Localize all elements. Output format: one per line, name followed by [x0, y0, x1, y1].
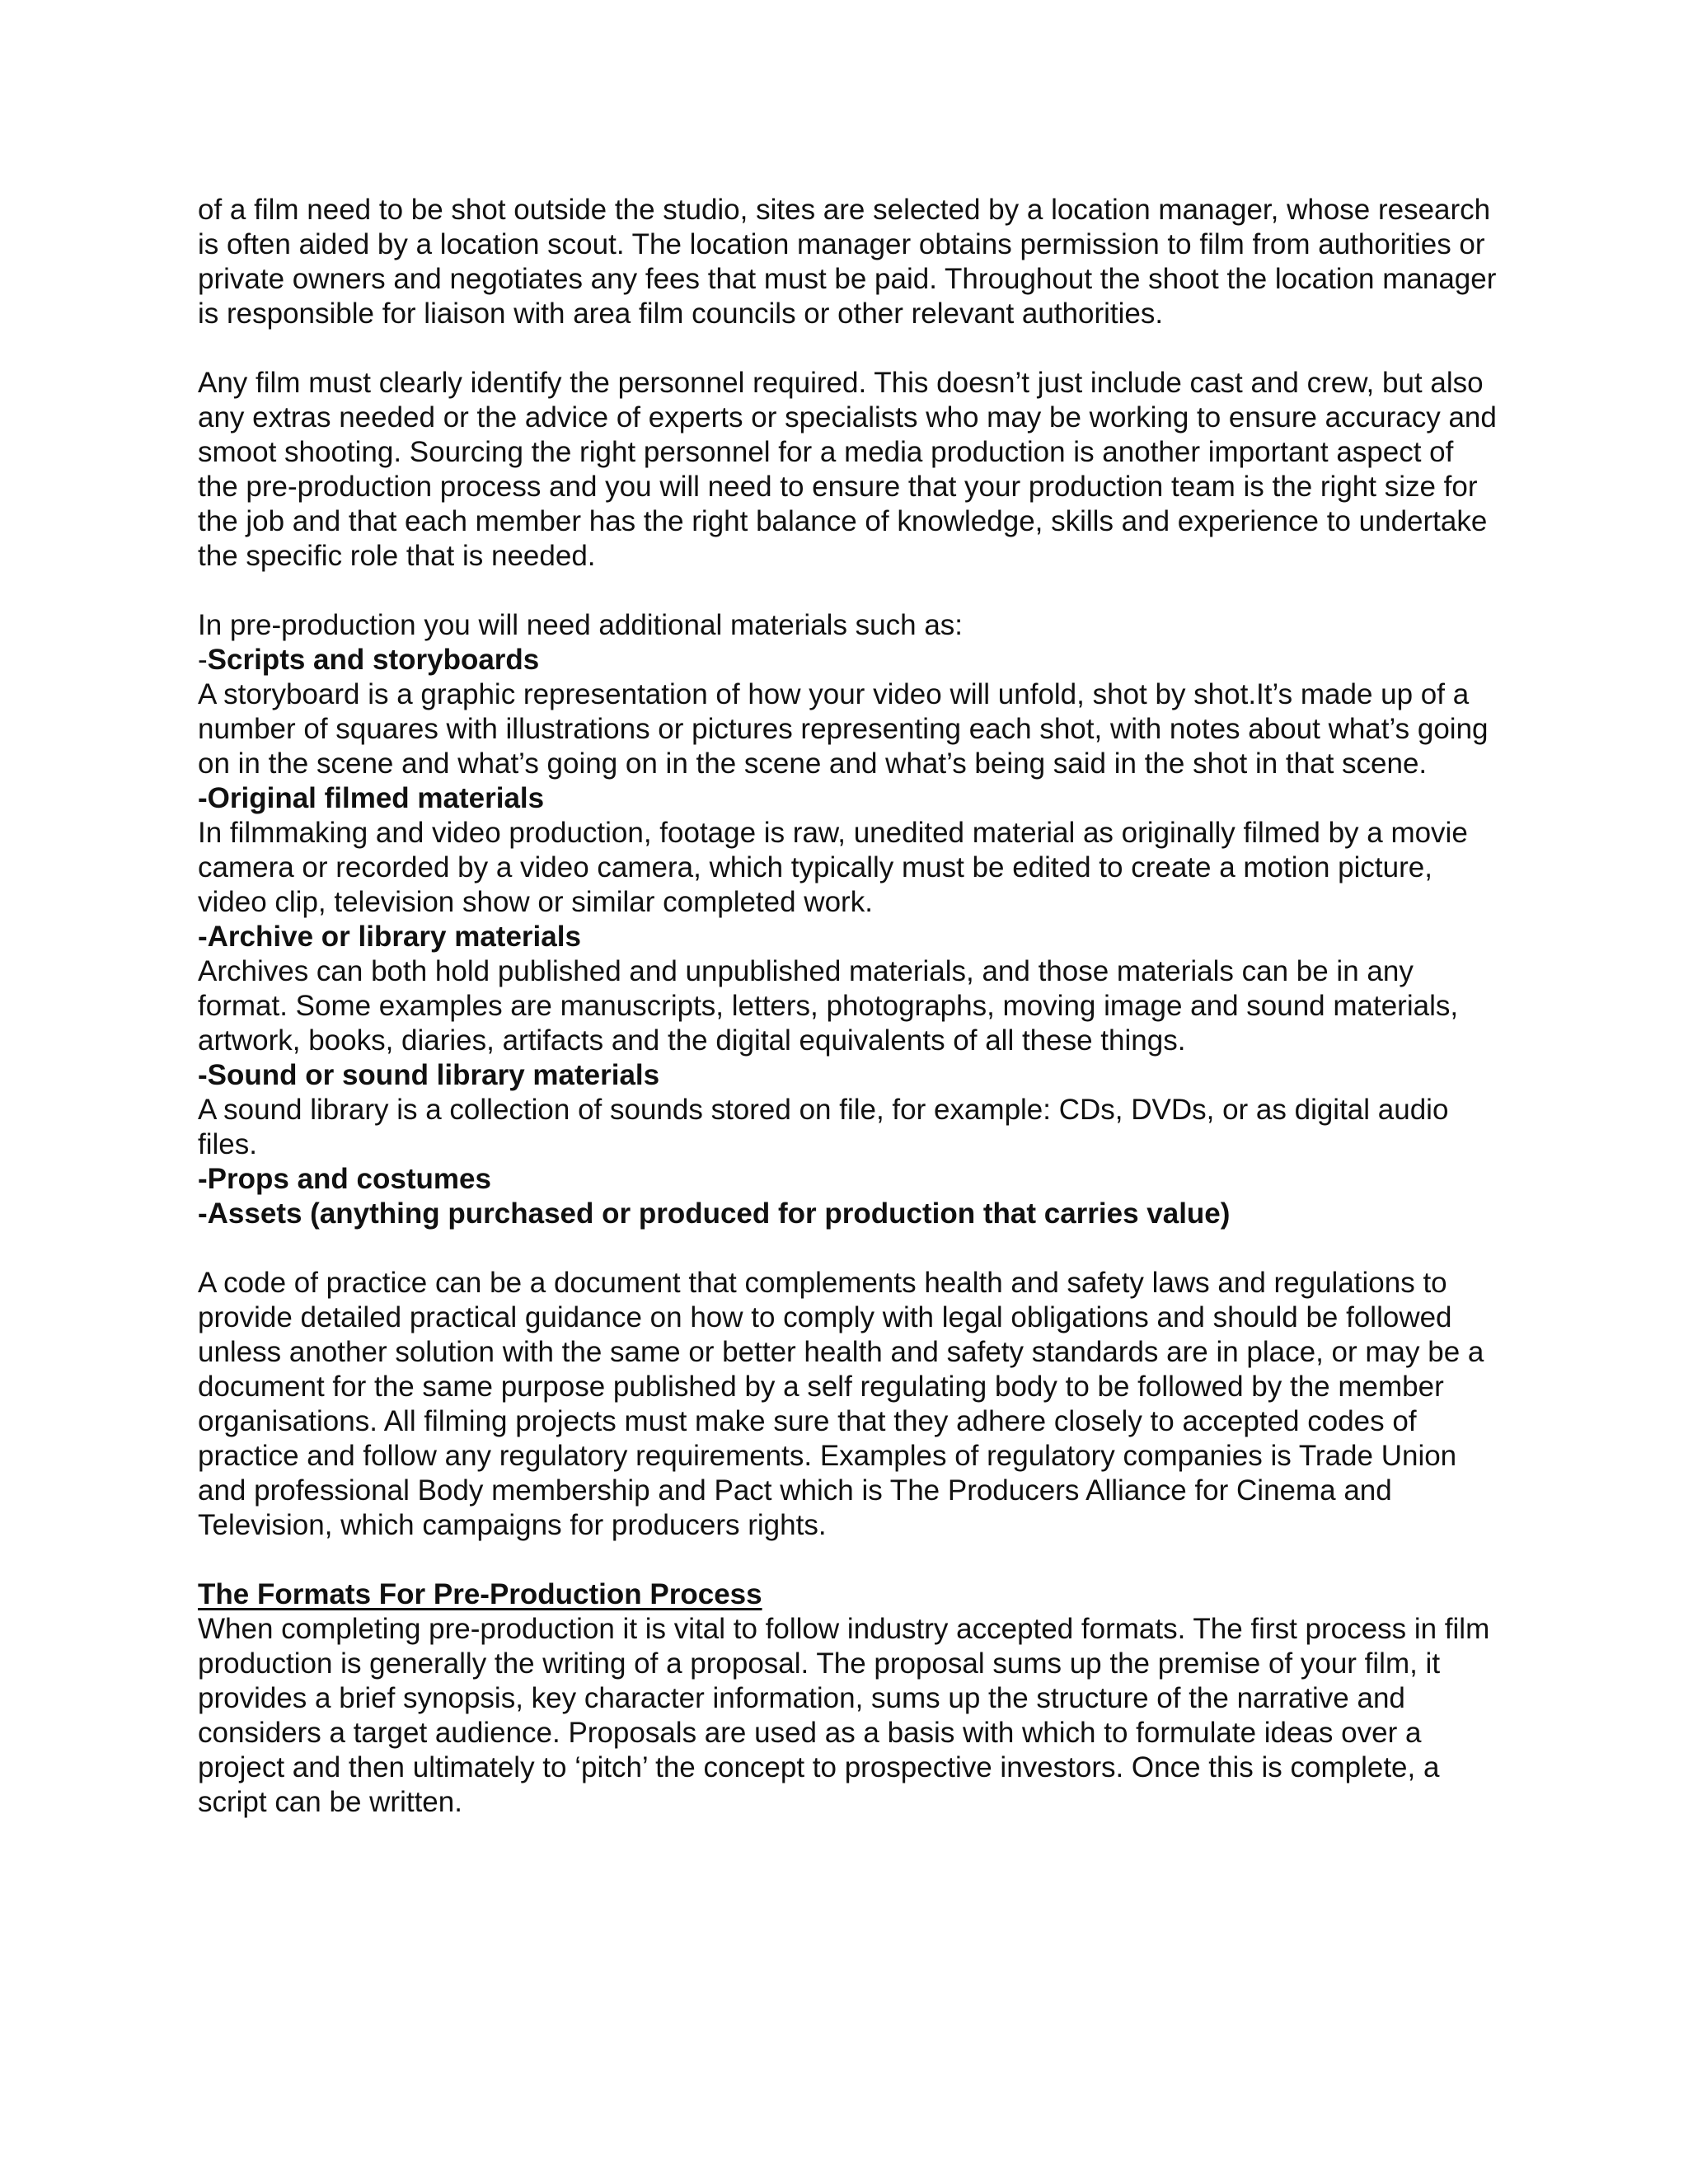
personnel-paragraph: Any film must clearly identify the personnel required. This doesn’t just include cast and crew, but also any extras needed or the advice of experts or specialists who may be working to ensure accuracy and smoot shooting. Sourcing the right personnel for a media production is another important aspect of the pre-production process and you will need to ensure that your production team is the right size for the job and that each member has the right balance of knowledge, skills and experience to undertake the specific role that is needed. — [198, 367, 1497, 572]
original-text: In filmmaking and video production, footage is raw, unedited material as originally filmed by a movie camera or recorded by a video camera, which typically must be edited to create a motion picture, video clip, television show or similar completed work. — [198, 817, 1468, 918]
document-page — [198, 193, 1500, 1820]
sound-text: A sound library is a collection of sounds stored on file, for example: CDs, DVDs, or as digital audio files. — [198, 1094, 1449, 1160]
formats-paragraph: When completing pre-production it is vital to follow industry accepted formats. The first process in film production is generally the writing of a proposal. The proposal sums up the premise of your film, it provides a brief synopsis, key character information, sums up the structure of the narrative and considers a target audience. Proposals are used as a basis with which to formulate ideas over a project and then ultimately to ‘pitch’ the concept to prospective investors. Once this is complete, a script can be written. — [198, 1613, 1490, 1818]
formats-section-title: The Formats For Pre-Production Process — [198, 1578, 762, 1610]
original-heading: -Original filmed materials — [198, 782, 545, 814]
location-paragraph: of a film need to be shot outside the studio, sites are selected by a location manager, whose research is often aided by a location scout. The location manager obtains permission to film from authorities or private owners and negotiates any fees that must be paid. Throughout the shoot the location manager is responsible for liaison with area film councils or other relevant authorities. — [198, 194, 1497, 330]
props-heading: -Props and costumes — [198, 1163, 491, 1195]
scripts-heading-dash: - — [198, 644, 208, 676]
assets-heading: -Assets (anything purchased or produced for production that carries value) — [198, 1197, 1231, 1230]
sound-heading: -Sound or sound library materials — [198, 1059, 660, 1091]
archive-heading: -Archive or library materials — [198, 921, 581, 953]
archive-text: Archives can both hold published and unpublished materials, and those materials can be in any format. Some examples are manuscripts, letters, photographs, moving image and sound materials, artwork, books, diaries, artifacts and the digital equivalents of all these things. — [198, 955, 1459, 1057]
scripts-text: A storyboard is a graphic representation of how your video will unfold, shot by shot.It’s made up of a number of squares with illustrations or pictures representing each shot, with notes about what’s going on in the scene and what’s going on in the scene and what’s being said in the shot in that scene. — [198, 678, 1489, 780]
scripts-heading-text: Scripts and storyboards — [207, 644, 540, 676]
scripts-heading — [198, 643, 1500, 677]
code-of-practice-paragraph: A code of practice can be a document that complements health and safety laws and regulations to provide detailed practical guidance on how to comply with legal obligations and should be followed unless another solution with the same or better health and safety standards are in place, or may be a document for the same purpose published by a self regulating body to be followed by the member organisations. All filming projects must make sure that they adhere closely to accepted codes of practice and follow any regulatory requirements. Examples of regulatory companies is Trade Union and professional Body membership and Pact which is The Producers Alliance for Cinema and Television, which campaigns for producers rights. — [198, 1267, 1484, 1541]
materials-intro: In pre-production you will need additional materials such as: — [198, 609, 964, 641]
